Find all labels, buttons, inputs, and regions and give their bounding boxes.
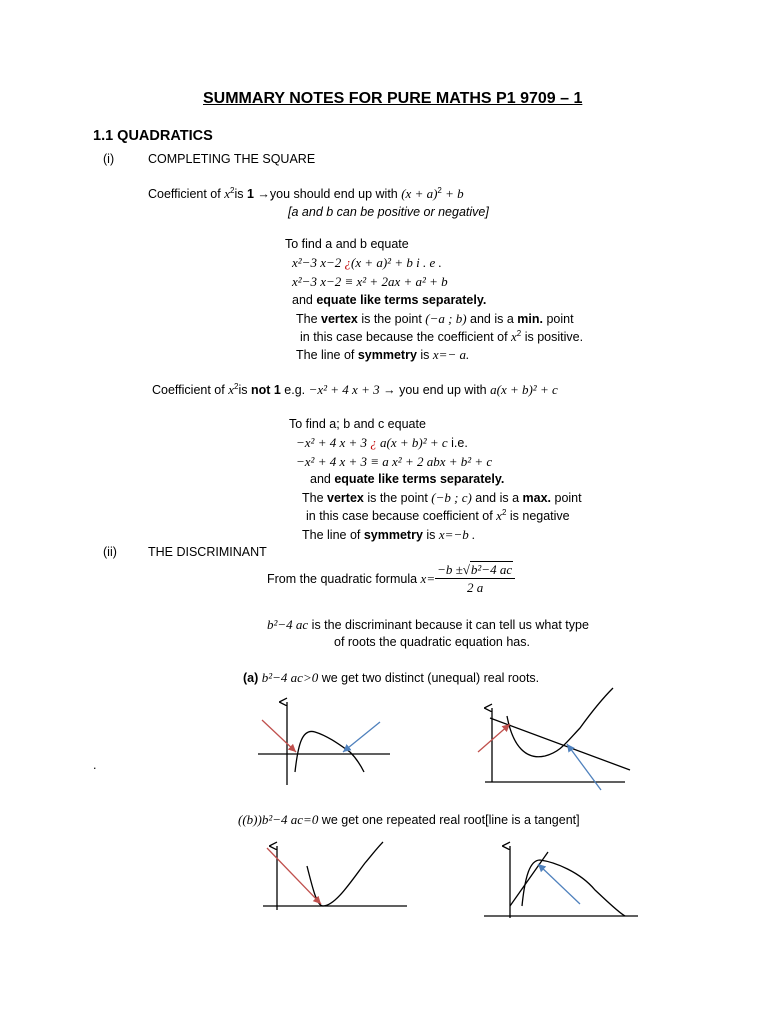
curve — [295, 731, 364, 772]
discriminant-explanation-2: of roots the quadratic equation has. — [334, 635, 530, 649]
coef1-find: To find a and b equate — [285, 237, 409, 251]
curve — [507, 688, 613, 757]
tangent-line — [510, 852, 548, 906]
coef2-symmetry: The line of symmetry is x=−b . — [302, 527, 476, 542]
red-arrow — [478, 724, 510, 752]
blue-arrow — [567, 744, 601, 790]
subsection-number-i: (i) — [103, 152, 115, 166]
discriminant-explanation-1: b²−4 ac is the discriminant because it can tell us what type — [267, 617, 589, 632]
red-arrow — [262, 720, 296, 752]
graph-two-roots-curve — [240, 690, 400, 790]
curve — [522, 860, 625, 916]
coef2-eq1: −x² + 4 x + 3 ¿ a(x + b)² + c i.e. — [296, 435, 468, 450]
blue-arrow — [343, 722, 380, 752]
red-arrow — [267, 848, 321, 904]
subsection-label-ii: THE DISCRIMINANT — [148, 545, 267, 559]
coef2-vertex: The vertex is the point (−b ; c) and is a max. point — [302, 490, 582, 505]
curve — [307, 842, 383, 906]
coef1-eq1: x²−3 x−2 ¿(x + a)² + b i . e . — [292, 255, 442, 270]
coef1-equate: and equate like terms separately. — [292, 293, 487, 307]
graph-repeated-root-curve — [255, 838, 415, 918]
coef2-line: Coefficient of $x^2is$ not 1 e.g. −x² + 4 x + 3 → you end up with a(x + b)² + c — [152, 381, 558, 397]
coef2-find: To find a; b and c equate — [289, 417, 426, 431]
blue-arrow — [538, 864, 580, 904]
subsection-label-i: COMPLETING THE SQUARE — [148, 152, 316, 166]
line — [490, 718, 630, 770]
coef1-note: [a and b can be positive or negative] — [288, 205, 489, 219]
coef1-eq2: x²−3 x−2 ≡ x² + 2ax + a² + b — [292, 274, 448, 289]
subsection-number-ii: (ii) — [103, 545, 117, 559]
coef2-equate: and equate like terms separately. — [310, 472, 505, 486]
coef1-vertex: The vertex is the point (−a ; b) and is a min. point — [296, 311, 574, 326]
graph-two-roots-line — [465, 668, 635, 793]
graph-repeated-root-tangent — [480, 836, 640, 926]
stray-dot: . — [93, 758, 97, 772]
section-heading: 1.1 QUADRATICS — [93, 128, 213, 144]
coef2-eq2: −x² + 4 x + 3 ≡ a x² + 2 abx + b² + c — [296, 454, 493, 469]
quadratic-formula: From the quadratic formula x= $\frac{\text{−b ±√b²−4 ac}}{2 a}$ — [267, 562, 515, 596]
coef1-symmetry: The line of symmetry is x=− a. — [296, 347, 470, 362]
coef2-reason: in this case because coefficient of $x^2$ is negative — [306, 507, 570, 523]
case-b: ((b))b²−4 ac=0 we get one repeated real root[line is a tangent] — [238, 812, 580, 827]
case-a: (a) b²−4 ac>0 we get two distinct (unequal) real roots. — [243, 670, 540, 685]
page-title: SUMMARY NOTES FOR PURE MATHS P1 9709 – 1 — [203, 90, 583, 107]
coef1-line: Coefficient of $x^2is$ 1 →you should end up with $(x + a)^2 + b$ — [148, 185, 464, 201]
coef1-reason: in this case because the coefficient of $x^2$ is positive. — [300, 328, 584, 344]
